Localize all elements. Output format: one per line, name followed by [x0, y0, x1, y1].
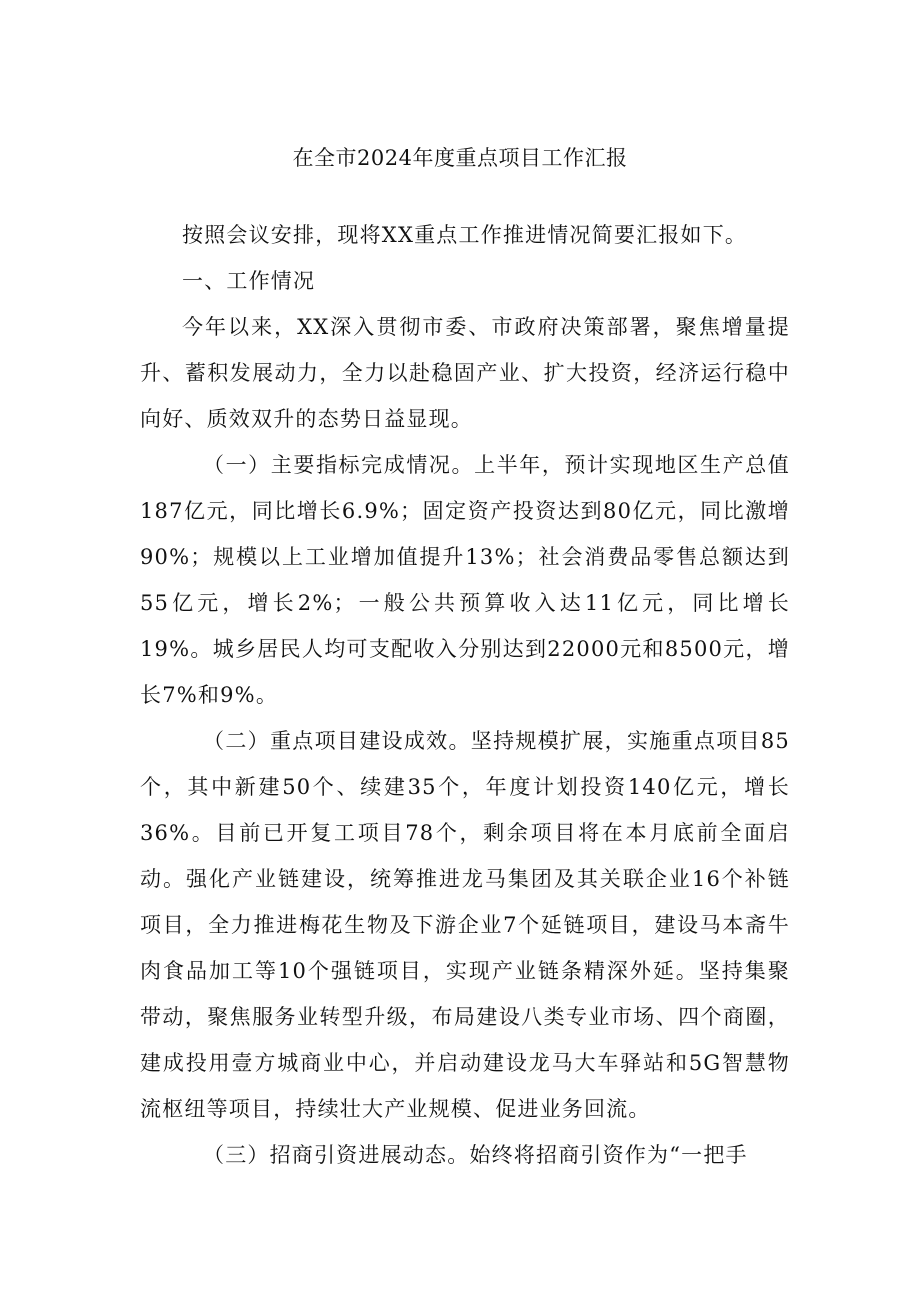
paragraph-key-projects: （二）重点项目建设成效。坚持规模扩展，实施重点项目85个，其中新建50个、续建35个，年度计划投资140亿元，增长36%。目前已开复工项目78个，剩余项目将在本月底前全面启动。强化产业链建设，统筹推进龙马集团及其关联企业16个补链项目，全力推进梅花生物及下游企业7个延链项目，建设马本斋牛肉食品加工等10个强链项目，实现产业链条精深外延。坚持集聚带动，聚焦服务业转型升级，布局建设八类专业市场、四个商圈，建成投用壹方城商业中心，并启动建设龙马大车驿站和5G智慧物流枢纽等项目，持续壮大产业规模、促进业务回流。 [140, 729, 790, 1121]
section-heading-work-status: 一、工作情况 [182, 269, 316, 293]
document-title: 在全市2024年度重点项目工作汇报 [292, 146, 628, 170]
paragraph-overview: 今年以来，XX深入贯彻市委、市政府决策部署，聚焦增量提升、蓄积发展动力，全力以赴稳固产业、扩大投资，经济运行稳中向好、质效双升的态势日益显现。 [140, 315, 790, 431]
paragraph-main-indicators: （一）主要指标完成情况。上半年，预计实现地区生产总值187亿元，同比增长6.9%；固定资产投资达到80亿元，同比激增90%；规模以上工业增加值提升13%；社会消费品零售总额达到55亿元，增长2%；一般公共预算收入达11亿元，同比增长19%。城乡居民人均可支配收入分别达到22000元和8500元，增长7%和9%。 [140, 453, 790, 707]
paragraph-intro: 按照会议安排，现将XX重点工作推进情况简要汇报如下。 [182, 223, 748, 247]
document-body [140, 212, 790, 1178]
paragraph-investment-promotion: （三）招商引资进展动态。始终将招商引资作为“一把手 [203, 1143, 748, 1167]
